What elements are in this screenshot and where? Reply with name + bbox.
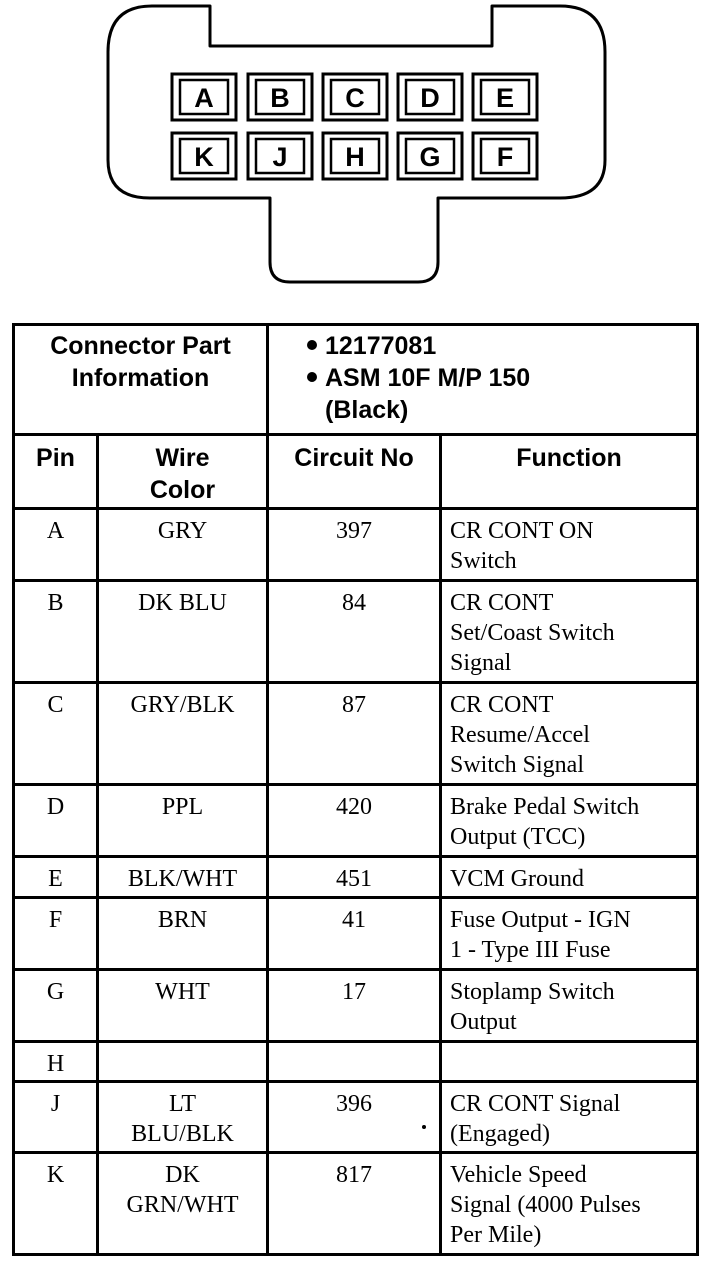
table-row: [14, 683, 698, 785]
header-function: Function: [441, 435, 698, 509]
function-line: Brake Pedal Switch: [450, 794, 640, 820]
pin-label-b: B: [270, 83, 290, 113]
pin-cell: C: [14, 683, 98, 785]
pin-label-f: F: [496, 142, 514, 172]
function-line: CR CONT: [450, 590, 554, 616]
function-line: Output: [450, 1009, 517, 1035]
bullet-icon: [307, 372, 317, 382]
function-line: Switch Signal: [450, 752, 585, 778]
function-line: Set/Coast Switch: [450, 620, 615, 646]
pin-cell: B: [14, 581, 98, 683]
pin-label-g: G: [419, 142, 441, 172]
pin-cell: F: [14, 898, 98, 970]
wire-color-line: BLK/WHT: [127, 866, 238, 892]
function-cell: [441, 1082, 698, 1153]
function-cell: [441, 970, 698, 1042]
wire-color-line: WHT: [155, 979, 210, 1005]
info-label-line2: Information: [71, 364, 210, 392]
circuit-no-cell: 396: [268, 1082, 441, 1153]
part-number-line: [307, 330, 696, 362]
wire-color-line: GRN/WHT: [126, 1192, 239, 1218]
connector-info-row: [14, 325, 698, 435]
connector-diagram: [0, 0, 720, 300]
table-row: [14, 581, 698, 683]
pin-label-d: D: [420, 83, 440, 113]
wire-color-line: GRY/BLK: [130, 692, 235, 718]
pin-cell: H: [14, 1042, 98, 1082]
function-line: Signal (4000 Pulses: [450, 1192, 641, 1218]
circuit-no-cell: 17: [268, 970, 441, 1042]
circuit-no-cell: 84: [268, 581, 441, 683]
wire-color-cell: [98, 581, 268, 683]
wire-color-line: LT: [168, 1091, 197, 1117]
function-cell: [441, 898, 698, 970]
function-line: Stoplamp Switch: [450, 979, 615, 1005]
header-pin: Pin: [14, 435, 98, 509]
wire-color-line: PPL: [161, 794, 204, 820]
circuit-no-cell: [268, 1042, 441, 1082]
pin-label-k: K: [194, 142, 214, 172]
connector-pin-grid: [172, 74, 537, 179]
pin-label-c: C: [345, 83, 365, 113]
wire-color-line: DK BLU: [138, 590, 227, 616]
pin-label-h: H: [345, 142, 365, 172]
table-row: [14, 1042, 698, 1082]
table-row: [14, 509, 698, 581]
wire-color-cell: [98, 857, 268, 898]
wire-color-line: BLU/BLK: [131, 1121, 234, 1147]
part-number: 12177081: [325, 332, 437, 360]
function-cell: [441, 785, 698, 857]
circuit-no-cell: 41: [268, 898, 441, 970]
wire-color-cell: [98, 898, 268, 970]
pin-cell: K: [14, 1153, 98, 1255]
circuit-no-cell: 420: [268, 785, 441, 857]
wire-color-cell: [98, 970, 268, 1042]
stray-mark: [422, 1125, 426, 1129]
wire-color-cell: [98, 1082, 268, 1153]
asm-line: [307, 362, 696, 394]
pin-label-e: E: [495, 83, 515, 113]
connector-info-label: [14, 325, 268, 435]
wire-color-cell: [98, 1153, 268, 1255]
wire-color-line: DK: [165, 1162, 200, 1188]
pin-cell: J: [14, 1082, 98, 1153]
function-line: Resume/Accel: [450, 722, 590, 748]
header-wire-color-line1: Wire: [155, 444, 210, 472]
wire-color-cell: [98, 785, 268, 857]
wire-color-cell: [98, 1042, 268, 1082]
header-wire-color: [98, 435, 268, 509]
pin-cell: E: [14, 857, 98, 898]
header-wire-color-line2: Color: [149, 476, 216, 504]
function-line: CR CONT ON: [450, 518, 594, 544]
wire-color-line: BRN: [157, 907, 208, 933]
function-cell: [441, 581, 698, 683]
table-row: [14, 898, 698, 970]
function-line: CR CONT Signal: [450, 1091, 621, 1117]
pin-cell: G: [14, 970, 98, 1042]
circuit-no-cell: 451: [268, 857, 441, 898]
column-header-row: [14, 435, 698, 509]
function-line: Per Mile): [450, 1222, 542, 1248]
function-line: 1 - Type III Fuse: [450, 937, 611, 963]
function-line: Vehicle Speed: [450, 1162, 587, 1188]
function-line: VCM Ground: [450, 866, 585, 892]
function-cell: [441, 1042, 698, 1082]
pin-label-a: A: [194, 83, 214, 113]
wire-color-cell: [98, 683, 268, 785]
function-line: Output (TCC): [450, 824, 586, 850]
function-line: (Engaged): [450, 1121, 550, 1147]
table-row: [14, 1082, 698, 1153]
pinout-table: [12, 323, 699, 1256]
connector-color: (Black): [325, 396, 409, 424]
wire-color-cell: [98, 509, 268, 581]
connector-info-value: [268, 325, 698, 435]
function-line: Signal: [450, 650, 512, 676]
asm-text: ASM 10F M/P 150: [325, 364, 531, 392]
pin-label-j: J: [272, 142, 288, 172]
circuit-no-cell: 397: [268, 509, 441, 581]
info-label-line1: Connector Part: [50, 332, 231, 360]
function-line: CR CONT: [450, 692, 554, 718]
function-cell: [441, 857, 698, 898]
function-cell: [441, 1153, 698, 1255]
wire-color-line: GRY: [157, 518, 208, 544]
function-cell: [441, 683, 698, 785]
table-row: [14, 785, 698, 857]
pin-cell: A: [14, 509, 98, 581]
function-line: Switch: [450, 548, 517, 574]
pin-cell: D: [14, 785, 98, 857]
table-row: [14, 1153, 698, 1255]
function-line: Fuse Output - IGN: [450, 907, 631, 933]
function-cell: [441, 509, 698, 581]
header-circuit-no: Circuit No: [268, 435, 441, 509]
table-row: [14, 857, 698, 898]
bullet-icon: [307, 340, 317, 350]
table-row: [14, 970, 698, 1042]
circuit-no-cell: 817: [268, 1153, 441, 1255]
circuit-no-cell: 87: [268, 683, 441, 785]
